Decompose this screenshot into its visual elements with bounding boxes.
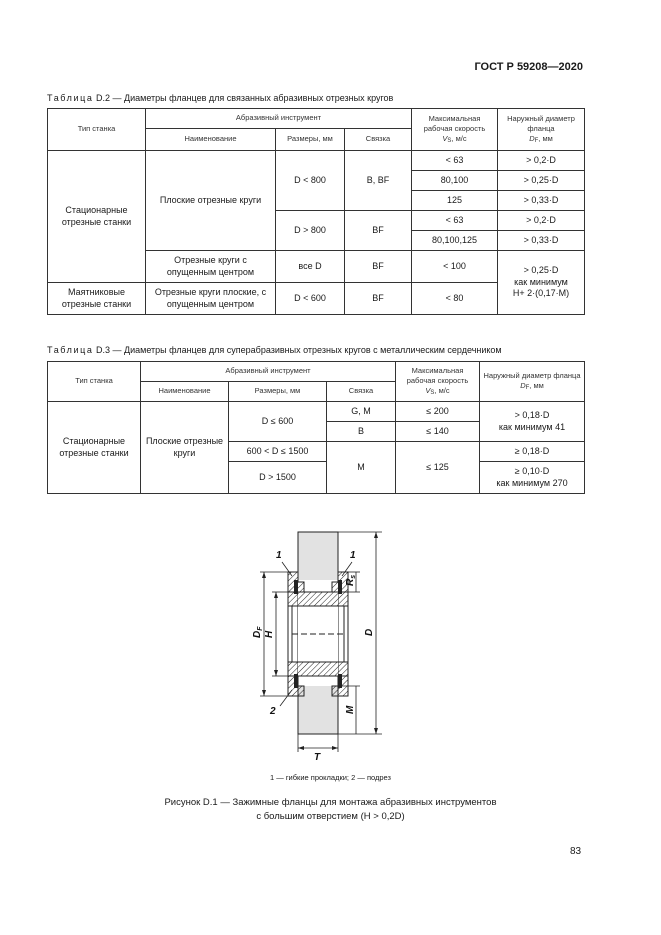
cell-speed: < 63	[412, 211, 498, 231]
caption-text: D.3 — Диаметры фланцев для суперабразивных отрезных кругов с металлическим сердечником	[93, 345, 502, 355]
caption-text: D.2 — Диаметры фланцев для связанных абразивных отрезных кругов	[93, 93, 394, 103]
label-d: D	[364, 628, 375, 636]
cell-flange: > 0,25·D	[498, 171, 585, 191]
cell-flat-wheels: Плоские отрезные круги	[146, 151, 276, 251]
th-abrasive-tool: Абразивный инструмент	[141, 362, 396, 382]
cell-bond: B, BF	[345, 151, 412, 211]
label-df-main: D	[252, 630, 263, 638]
th-flange-unit: , мм	[538, 134, 553, 144]
cell-speed: 80,100	[412, 171, 498, 191]
cell-speed: 80,100,125	[412, 231, 498, 251]
cell-flange: > 0,2·D	[498, 151, 585, 171]
flange-line-2: как минимум 41	[498, 421, 566, 432]
th-abrasive-tool: Абразивный инструмент	[146, 109, 412, 129]
th-max-speed-unit: , м/с	[434, 386, 450, 396]
figure-legend: 1 — гибкие прокладки; 2 — подрез	[269, 773, 391, 782]
label-df-sub: F	[257, 626, 264, 631]
cell-flat-wheels: Плоские отрезные круги	[141, 402, 229, 494]
cell-size: D < 600	[276, 283, 345, 315]
th-max-speed: Максимальная рабочая скорость VS, м/с	[396, 362, 480, 402]
table-d2	[47, 108, 585, 315]
label-2: 2	[270, 706, 276, 717]
cell-speed: < 80	[412, 283, 498, 315]
th-flange-dia: Наружный диаметр фланца DF, мм	[480, 362, 585, 402]
cell-flange-merged	[498, 251, 585, 315]
cell-size: D < 800	[276, 151, 345, 211]
cell-depressed: Отрезные круги с опущенным центром	[146, 251, 276, 283]
th-flange-dia-text: Наружный диаметр фланца	[483, 370, 581, 380]
flange-line-1: ≥ 0,10·D	[514, 465, 550, 476]
label-h: H	[264, 630, 275, 638]
th-max-speed-text: Максимальная рабочая скорость	[423, 113, 486, 133]
caption-label: Таблица	[47, 93, 94, 103]
cell-flange: > 0,2·D	[498, 211, 585, 231]
th-name: Наименование	[146, 129, 276, 151]
cell-pendulum: Маятниковые отрезные станки	[48, 283, 146, 315]
cell-bond: M	[327, 442, 396, 494]
cell-bond: BF	[345, 211, 412, 251]
table-d3-caption	[47, 345, 502, 355]
th-bond: Связка	[345, 129, 412, 151]
th-sizes: Размеры, мм	[276, 129, 345, 151]
cell-bond: BF	[345, 251, 412, 283]
cell-speed: 125	[412, 191, 498, 211]
label-1-left: 1	[276, 550, 282, 561]
th-max-speed: Максимальная рабочая скорость VS, м/с	[412, 109, 498, 151]
cell-bond: B	[327, 422, 396, 442]
cell-size: все D	[276, 251, 345, 283]
cell-size: 600 < D ≤ 1500	[229, 442, 327, 462]
th-sizes: Размеры, мм	[229, 382, 327, 402]
th-max-speed-unit: , м/с	[451, 134, 467, 144]
th-machine-type: Тип станка	[48, 362, 141, 402]
cell-stationary: Стационарные отрезные станки	[48, 151, 146, 283]
caption-label: Таблица	[47, 345, 94, 355]
cell-flange: > 0,33·D	[498, 231, 585, 251]
th-max-speed-text: Максимальная рабочая скорость	[406, 365, 469, 385]
page-number: 83	[570, 846, 582, 857]
cell-speed: ≤ 140	[396, 422, 480, 442]
flange-line-1: > 0,25·D	[523, 264, 559, 275]
label-rs-main: R	[345, 578, 356, 586]
table-d3	[47, 361, 585, 494]
flange-line-1: > 0,18·D	[514, 409, 550, 420]
cell-flange	[480, 462, 585, 494]
cell-bond: BF	[345, 283, 412, 315]
table-d2-caption	[47, 93, 393, 103]
flange-line-3: H+ 2·(0,17·M)	[512, 288, 570, 299]
label-t: T	[314, 752, 321, 763]
flange-drawing	[230, 520, 430, 765]
th-flange-dia-text: Наружный диаметр фланца	[507, 113, 575, 133]
th-flange-unit: , мм	[529, 381, 544, 391]
flange-line-2: как минимум	[514, 276, 568, 287]
cell-flange: > 0,33·D	[498, 191, 585, 211]
figure-caption	[0, 796, 661, 824]
cell-flange: ≥ 0,18·D	[480, 442, 585, 462]
cell-flange	[480, 402, 585, 442]
cell-speed: ≤ 200	[396, 402, 480, 422]
cell-speed: < 63	[412, 151, 498, 171]
th-name: Наименование	[141, 382, 229, 402]
cell-speed: ≤ 125	[396, 442, 480, 494]
standard-header: ГОСТ Р 59208—2020	[474, 61, 583, 73]
th-flange-dia: Наружный диаметр фланца DF, мм	[498, 109, 585, 151]
cell-bond: G, M	[327, 402, 396, 422]
label-df	[252, 626, 264, 638]
label-rs-sub: s	[350, 574, 357, 579]
cell-flat-depressed: Отрезные круги плоские, с опущенным центром	[146, 283, 276, 315]
cell-stationary: Стационарные отрезные станки	[48, 402, 141, 494]
th-machine-type: Тип станка	[48, 109, 146, 151]
cell-size: D > 800	[276, 211, 345, 251]
cell-size: D ≤ 600	[229, 402, 327, 442]
flange-line-2: как минимум 270	[496, 477, 568, 488]
cell-size: D > 1500	[229, 462, 327, 494]
figure-caption-line-1: Рисунок D.1 — Зажимные фланцы для монтажа абразивных инструментов	[164, 797, 497, 808]
figure-caption-line-2: с большим отверстием (H > 0,2D)	[256, 810, 405, 822]
label-1-right: 1	[350, 550, 356, 561]
th-bond: Связка	[327, 382, 396, 402]
abrasive-wheel	[298, 532, 338, 734]
label-m: M	[345, 705, 356, 714]
cell-speed: < 100	[412, 251, 498, 283]
